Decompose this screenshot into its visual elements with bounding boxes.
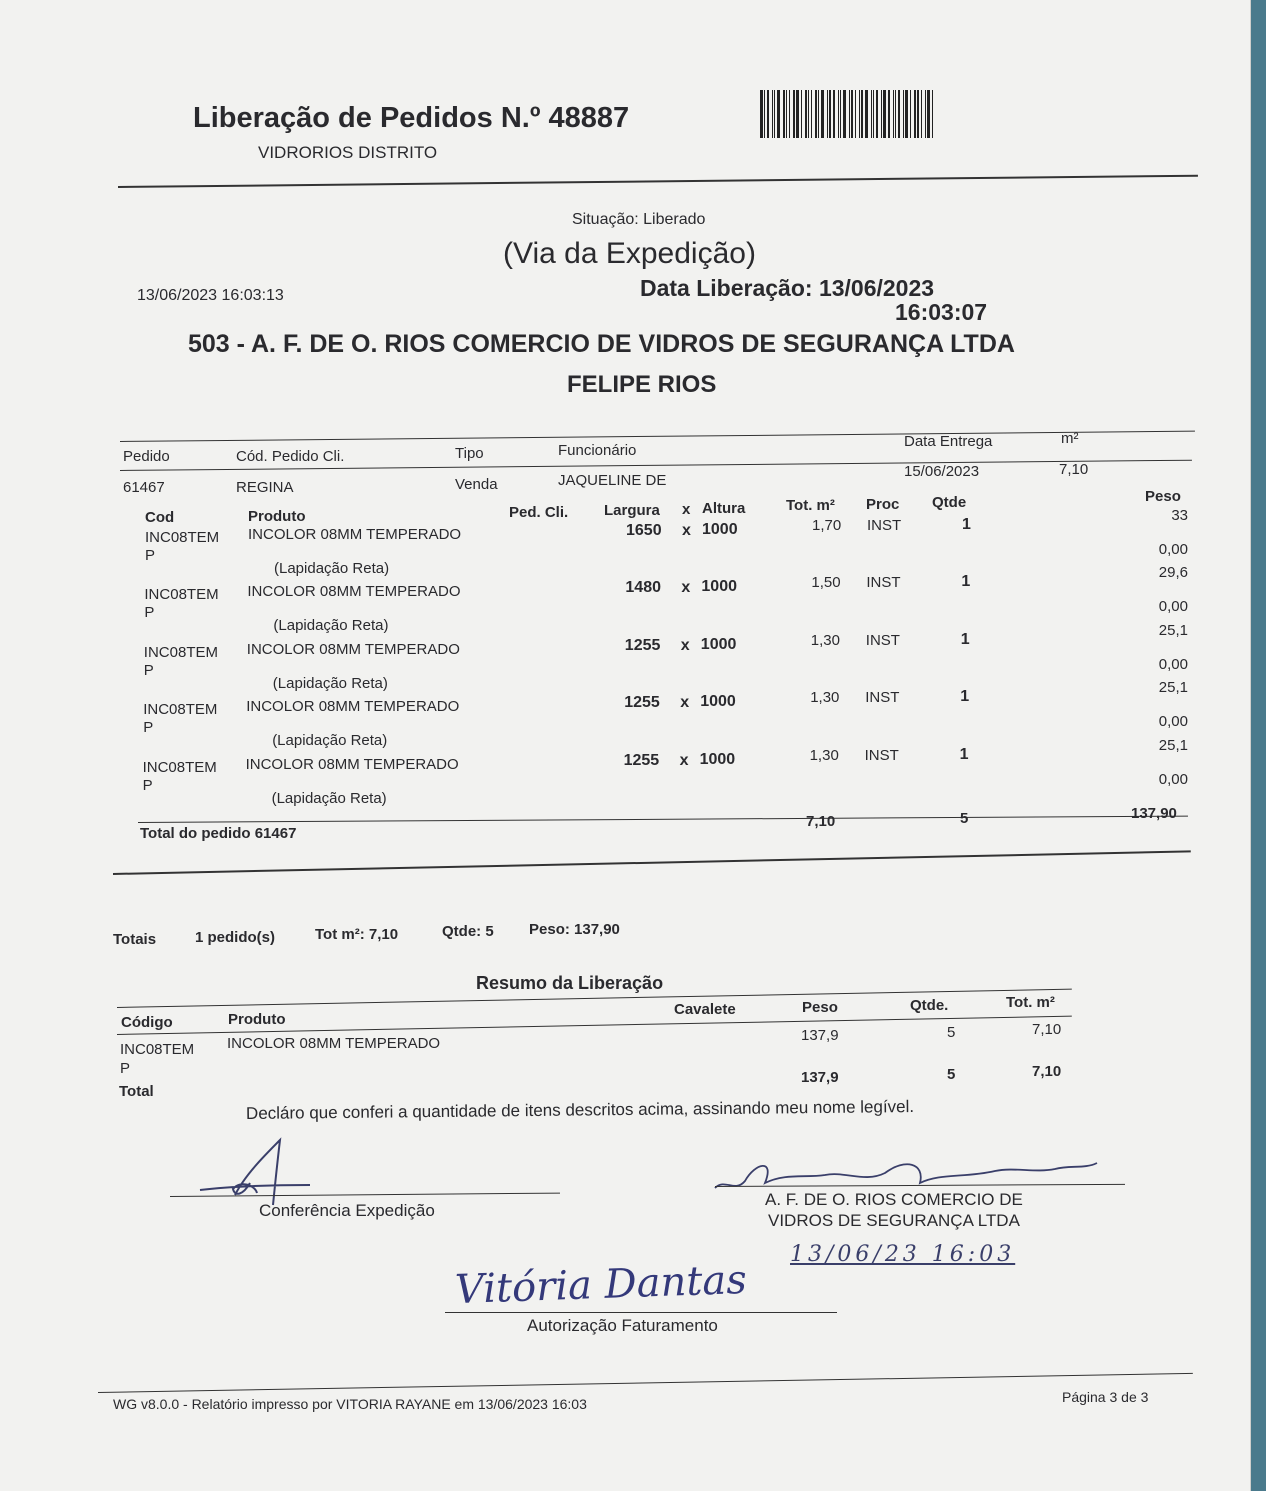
item-altura: 1000 [700, 693, 736, 711]
barcode-bar [774, 90, 775, 138]
col-x: x [682, 501, 691, 518]
totals-qtde: Qtde: 5 [442, 923, 494, 940]
barcode-bar [932, 90, 933, 138]
release-time: 16:03:07 [895, 299, 988, 325]
divider [120, 431, 1195, 442]
company-name: VIDRORIOS DISTRITO [258, 143, 438, 162]
summary-col-cavalete: Cavalete [674, 1001, 736, 1018]
barcode-bar [876, 90, 878, 138]
client-order-code: REGINA [236, 479, 294, 496]
barcode-bar [801, 90, 802, 138]
barcode-bar [883, 90, 886, 138]
footer-page: Página 3 de 3 [1062, 1389, 1149, 1405]
item-x: x [682, 522, 691, 539]
divider [118, 175, 1198, 188]
document-title: Liberação de Pedidos N.º 48887 [193, 102, 630, 134]
barcode-bar [861, 90, 863, 138]
barcode-bar [808, 90, 809, 138]
barcode-bar [871, 90, 872, 138]
item-peso: 29,6 [1158, 563, 1188, 581]
item-cod-cont: P [143, 719, 154, 737]
item-produto: INCOLOR 08MM TEMPERADO [247, 582, 461, 600]
barcode-bar [764, 90, 765, 138]
totals-orders: 1 pedido(s) [195, 929, 276, 946]
company-sign-line2: VIDROS DE SEGURANÇA LTDA [768, 1211, 1020, 1230]
item-tot-m2: 1,50 [811, 573, 841, 591]
summary-peso: 137,9 [801, 1027, 839, 1044]
item-qtde: 1 [960, 630, 970, 648]
totals-label: Totais [113, 931, 157, 948]
col-ped-cli: Ped. Cli. [509, 504, 569, 521]
item-qtde: 1 [959, 746, 969, 764]
summary-codigo-cont: P [120, 1060, 131, 1077]
barcode-bar [873, 90, 874, 138]
summary-codigo: INC08TEM [120, 1041, 195, 1058]
item-cod-cont: P [144, 603, 155, 621]
col-m2: m² [1061, 430, 1079, 447]
summary-col-qtde: Qtde. [910, 997, 949, 1014]
barcode-bar [910, 90, 911, 138]
col-cod-pedido-cli: Cód. Pedido Cli. [236, 448, 345, 465]
item-cod: INC08TEM [143, 701, 218, 719]
copy-type: (Via da Expedição) [503, 237, 756, 270]
order-total-m2: 7,10 [806, 813, 836, 830]
barcode-bar [927, 90, 930, 138]
item-proc: INST [864, 747, 899, 765]
summary-total-qtde: 5 [947, 1066, 956, 1083]
col-tot-m2: Tot. m² [786, 497, 835, 514]
barcode-bar [793, 90, 795, 138]
barcode-bar [783, 90, 785, 138]
item-tot-m2: 1,30 [809, 747, 839, 765]
col-altura: Altura [702, 500, 746, 517]
summary-col-codigo: Código [121, 1014, 173, 1031]
barcode-bar [840, 90, 841, 138]
item-peso-2: 0,00 [1158, 771, 1188, 789]
item-largura: 1650 [626, 522, 662, 539]
barcode-bar [767, 90, 769, 138]
item-tot-m2: 1,70 [812, 517, 842, 534]
barcode-bar [815, 90, 817, 138]
barcode-bar [903, 90, 904, 138]
footer-report: WG v8.0.0 - Relatório impresso por VITORIA RAYANE em 13/06/2023 16:03 [113, 1396, 587, 1412]
item-proc: INST [866, 573, 901, 591]
item-x: x [681, 578, 691, 596]
item-detail: (Lapidação Reta) [272, 732, 388, 750]
contact-name: FELIPE RIOS [567, 371, 717, 398]
item-cod: INC08TEM [145, 529, 220, 546]
col-pedido: Pedido [123, 448, 170, 465]
summary-produto: INCOLOR 08MM TEMPERADO [227, 1035, 441, 1052]
handwritten-name: Vitória Dantas [454, 1256, 748, 1314]
order-number: 61467 [123, 479, 165, 496]
barcode-bar [786, 90, 787, 138]
item-detail: (Lapidação Reta) [274, 560, 390, 577]
barcode-bar [838, 90, 839, 138]
barcode-bar [829, 90, 831, 138]
item-peso: 25,1 [1158, 621, 1188, 639]
col-qtde: Qtde [932, 494, 967, 511]
autorizacao-label: Autorização Faturamento [527, 1316, 718, 1335]
item-tot-m2: 1,30 [810, 689, 840, 707]
item-cod-cont: P [143, 661, 154, 679]
item-largura: 1255 [623, 752, 660, 770]
print-timestamp: 13/06/2023 16:03:13 [137, 287, 284, 304]
barcode-bar [914, 90, 916, 138]
barcode-bar [772, 90, 773, 138]
item-peso-2: 0,00 [1158, 597, 1188, 615]
item-proc: INST [865, 689, 900, 707]
summary-total-m2: 7,10 [1032, 1063, 1062, 1080]
barcode-bar [898, 90, 900, 138]
barcode-bar [843, 90, 846, 138]
item-largura: 1255 [624, 694, 660, 712]
item-cod: INC08TEM [142, 759, 217, 777]
col-funcionario: Funcionário [558, 442, 637, 459]
signature-line [445, 1312, 837, 1313]
item-cod-cont: P [142, 777, 153, 795]
item-peso: 25,1 [1158, 679, 1188, 697]
summary-total-label: Total [119, 1083, 154, 1100]
item-altura: 1000 [701, 577, 737, 595]
barcode-bar [881, 90, 882, 138]
order-total-peso: 137,90 [1131, 805, 1177, 822]
item-detail: (Lapidação Reta) [272, 674, 388, 692]
item-peso: 33 [1171, 507, 1188, 524]
barcode-bar [805, 90, 807, 138]
item-cod-cont: P [145, 547, 156, 564]
summary-tot-m2: 7,10 [1032, 1021, 1062, 1038]
col-produto: Produto [248, 508, 306, 525]
client-name: 503 - A. F. DE O. RIOS COMERCIO DE VIDROS DE SEGURANÇA LTDA [188, 330, 1015, 358]
delivery-date: 15/06/2023 [904, 463, 980, 480]
col-cod: Cod [145, 509, 175, 526]
barcode-bar [811, 90, 812, 138]
summary-title: Resumo da Liberação [476, 973, 664, 993]
barcode-bar [893, 90, 894, 138]
item-qtde: 1 [962, 516, 971, 533]
item-proc: INST [867, 517, 902, 534]
barcode-bar [818, 90, 819, 138]
barcode-bar [821, 90, 824, 138]
item-peso-2: 0,00 [1158, 713, 1188, 731]
totals-m2: Tot m²: 7,10 [315, 926, 399, 943]
summary-col-produto: Produto [228, 1011, 286, 1028]
divider [138, 816, 1188, 823]
company-sign-line1: A. F. DE O. RIOS COMERCIO DE [765, 1190, 1023, 1209]
barcode-bar [855, 90, 856, 138]
order-m2: 7,10 [1059, 461, 1089, 478]
barcode-bar [796, 90, 799, 138]
item-proc: INST [865, 631, 900, 649]
summary-qtde: 5 [947, 1024, 956, 1041]
barcode-bar [789, 90, 790, 138]
barcode [760, 90, 950, 138]
item-produto: INCOLOR 08MM TEMPERADO [245, 756, 459, 774]
summary-col-tot-m2: Tot. m² [1006, 994, 1055, 1011]
barcode-bar [895, 90, 896, 138]
barcode-bar [849, 90, 850, 138]
item-produto: INCOLOR 08MM TEMPERADO [248, 526, 462, 543]
item-detail: (Lapidação Reta) [271, 790, 387, 808]
barcode-bar [917, 90, 919, 138]
item-largura: 1255 [624, 636, 661, 654]
divider [113, 850, 1191, 875]
barcode-bar [905, 90, 908, 138]
barcode-bar [777, 90, 780, 138]
barcode-bar [760, 90, 763, 138]
item-tot-m2: 1,30 [810, 631, 840, 649]
item-x: x [680, 694, 690, 712]
item-peso: 25,1 [1158, 737, 1188, 755]
handwritten-date: 13/06/23 16:03 [790, 1242, 1016, 1267]
item-qtde: 1 [961, 572, 971, 590]
col-tipo: Tipo [455, 445, 484, 462]
status-text: Situação: Liberado [572, 211, 706, 228]
release-date: Data Liberação: 13/06/2023 [640, 275, 935, 301]
item-produto: INCOLOR 08MM TEMPERADO [246, 640, 460, 658]
item-produto: INCOLOR 08MM TEMPERADO [246, 698, 460, 716]
order-total-qtde: 5 [960, 810, 969, 827]
item-qtde: 1 [960, 688, 970, 706]
item-altura: 1000 [702, 521, 738, 538]
col-largura: Largura [604, 502, 660, 519]
col-proc: Proc [866, 496, 900, 513]
item-largura: 1480 [625, 578, 661, 596]
barcode-bar [851, 90, 853, 138]
totals-peso: Peso: 137,90 [529, 921, 620, 938]
employee-name: JAQUELINE DE [558, 472, 667, 489]
item-cod: INC08TEM [144, 585, 219, 603]
divider [98, 1373, 1193, 1393]
barcode-bar [833, 90, 835, 138]
col-data-entrega: Data Entrega [904, 433, 993, 450]
item-x: x [679, 752, 689, 770]
barcode-bar [859, 90, 860, 138]
item-peso-2: 0,00 [1158, 655, 1188, 673]
item-cod: INC08TEM [143, 643, 218, 661]
barcode-bar [827, 90, 828, 138]
barcode-bar [921, 90, 922, 138]
conferencia-label: Conferência Expedição [259, 1201, 435, 1220]
barcode-bar [888, 90, 890, 138]
summary-col-peso: Peso [802, 999, 838, 1016]
declaration-text: Decláro que conferi a quantidade de itens descritos acima, assinando meu nome legível. [245, 1097, 915, 1123]
order-total-label: Total do pedido 61467 [140, 825, 297, 842]
barcode-bar [865, 90, 868, 138]
summary-total-peso: 137,9 [801, 1069, 839, 1086]
barcode-bar [925, 90, 926, 138]
item-detail: (Lapidação Reta) [273, 616, 389, 634]
order-type: Venda [455, 476, 498, 493]
item-peso-2: 0,00 [1158, 541, 1188, 558]
col-peso: Peso [1145, 488, 1181, 505]
item-altura: 1000 [699, 751, 736, 769]
item-x: x [680, 636, 690, 654]
item-altura: 1000 [700, 635, 737, 653]
